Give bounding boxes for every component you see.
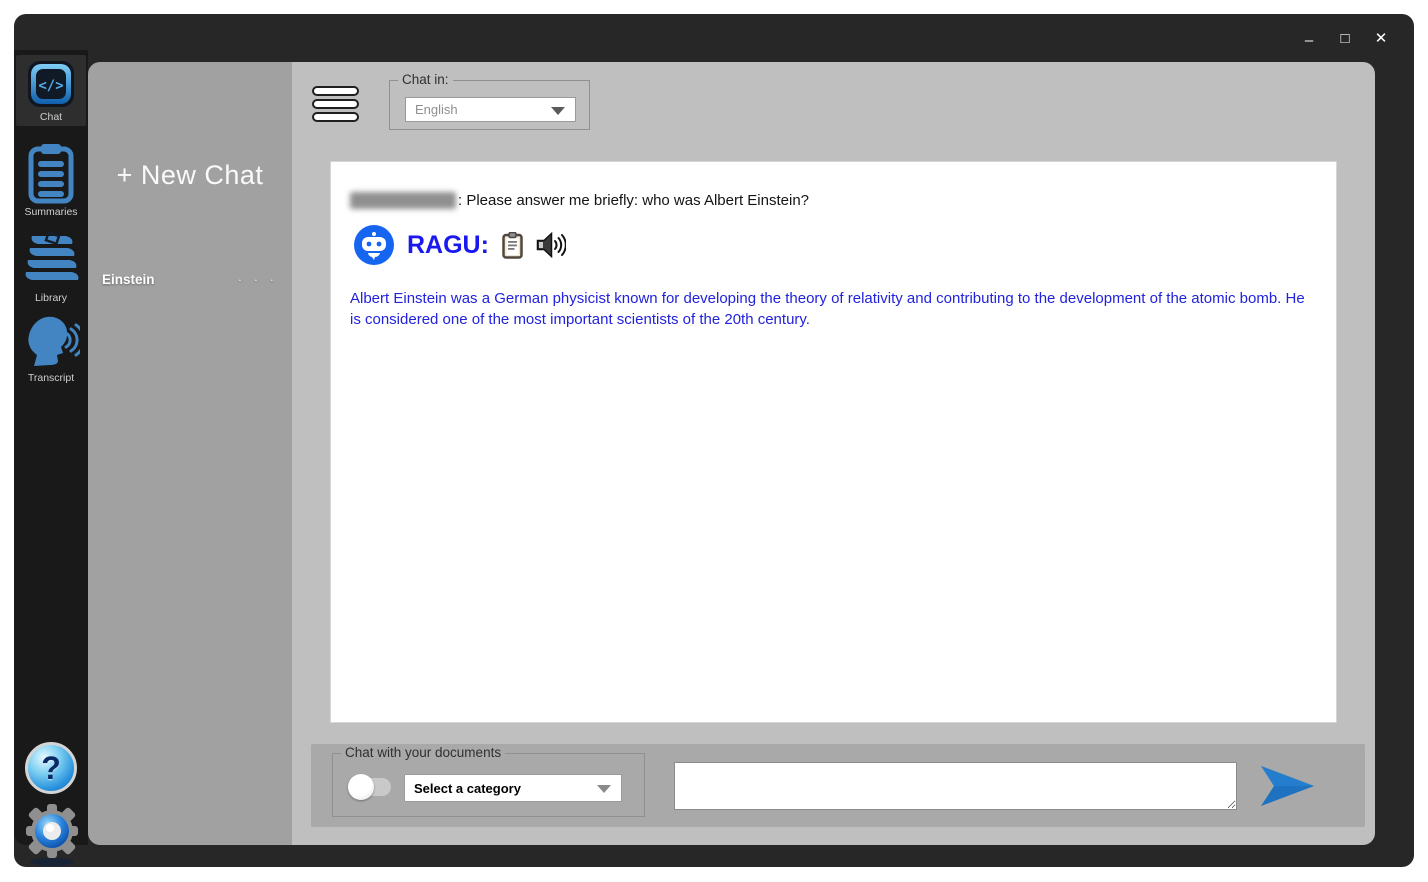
speaking-head-icon [22, 310, 80, 370]
gear-icon [21, 802, 83, 868]
sidebar-item-label: Transcript [27, 372, 75, 384]
sidebar-item-library[interactable] [14, 226, 88, 307]
docs-toggle[interactable] [351, 778, 391, 796]
chat-item-menu-dots[interactable]: · · · [237, 271, 278, 287]
clipboard-icon [24, 142, 78, 204]
bot-message-text: Albert Einstein was a German physicist known for developing the theory of relativity and contributing to the development of the atomic bomb. He is considered one of the most important scientists of the 20th century. [350, 290, 1305, 328]
message-input[interactable] [674, 762, 1237, 810]
bot-message-header [354, 225, 566, 265]
window-controls [1300, 30, 1390, 48]
user-name-redacted [350, 192, 456, 209]
user-message-text: : Please answer me briefly: who was Albert Einstein? [458, 192, 809, 209]
code-glyph: </> [38, 78, 64, 94]
chat-list-panel [88, 62, 292, 845]
toggle-knob [348, 774, 374, 800]
sidebar-item-chat[interactable] [16, 55, 86, 126]
books-stack-icon [22, 230, 80, 290]
speaker-icon[interactable] [536, 232, 566, 258]
bot-name-label: RAGU: [407, 230, 489, 259]
chevron-down-icon [551, 107, 565, 115]
sidebar-item-label: Summaries [24, 206, 78, 218]
chat-transcript [330, 161, 1337, 723]
send-arrow-icon [1259, 764, 1317, 808]
sidebar-item-transcript[interactable] [14, 306, 88, 387]
new-chat-button[interactable]: + New Chat [116, 160, 264, 190]
hamburger-menu-icon[interactable] [312, 86, 359, 125]
docs-groupbox [332, 745, 645, 817]
minimize-button[interactable]: – [1304, 32, 1314, 49]
user-message [350, 192, 809, 209]
chat-item-title: Einstein [102, 271, 155, 287]
app-window [14, 14, 1414, 867]
sidebar-item-label: Chat [39, 111, 63, 123]
sidebar-item-summaries[interactable] [14, 138, 88, 221]
send-button[interactable] [1259, 764, 1317, 808]
chat-in-legend: Chat in: [398, 72, 453, 87]
chat-in-groupbox [389, 72, 590, 130]
category-select[interactable] [404, 774, 622, 802]
help-button[interactable] [25, 742, 77, 794]
chat-code-icon [26, 59, 76, 109]
language-select[interactable] [405, 97, 576, 122]
chevron-down-icon [597, 785, 611, 793]
settings-button[interactable] [21, 802, 83, 868]
chat-list-item-einstein[interactable] [88, 264, 292, 294]
question-mark-icon: ? [41, 749, 61, 786]
category-selected-value: Select a category [414, 780, 521, 796]
maximize-button[interactable]: □ [1340, 30, 1350, 47]
composer-bar [311, 744, 1365, 827]
close-button[interactable]: ✕ [1374, 30, 1388, 47]
sidebar-item-label: Library [34, 292, 68, 304]
main-panel [292, 62, 1375, 845]
robot-avatar [354, 225, 394, 265]
sidebar [14, 50, 88, 845]
copy-to-clipboard-icon[interactable] [502, 232, 523, 259]
docs-legend: Chat with your documents [341, 745, 505, 760]
language-selected-value: English [415, 102, 458, 117]
